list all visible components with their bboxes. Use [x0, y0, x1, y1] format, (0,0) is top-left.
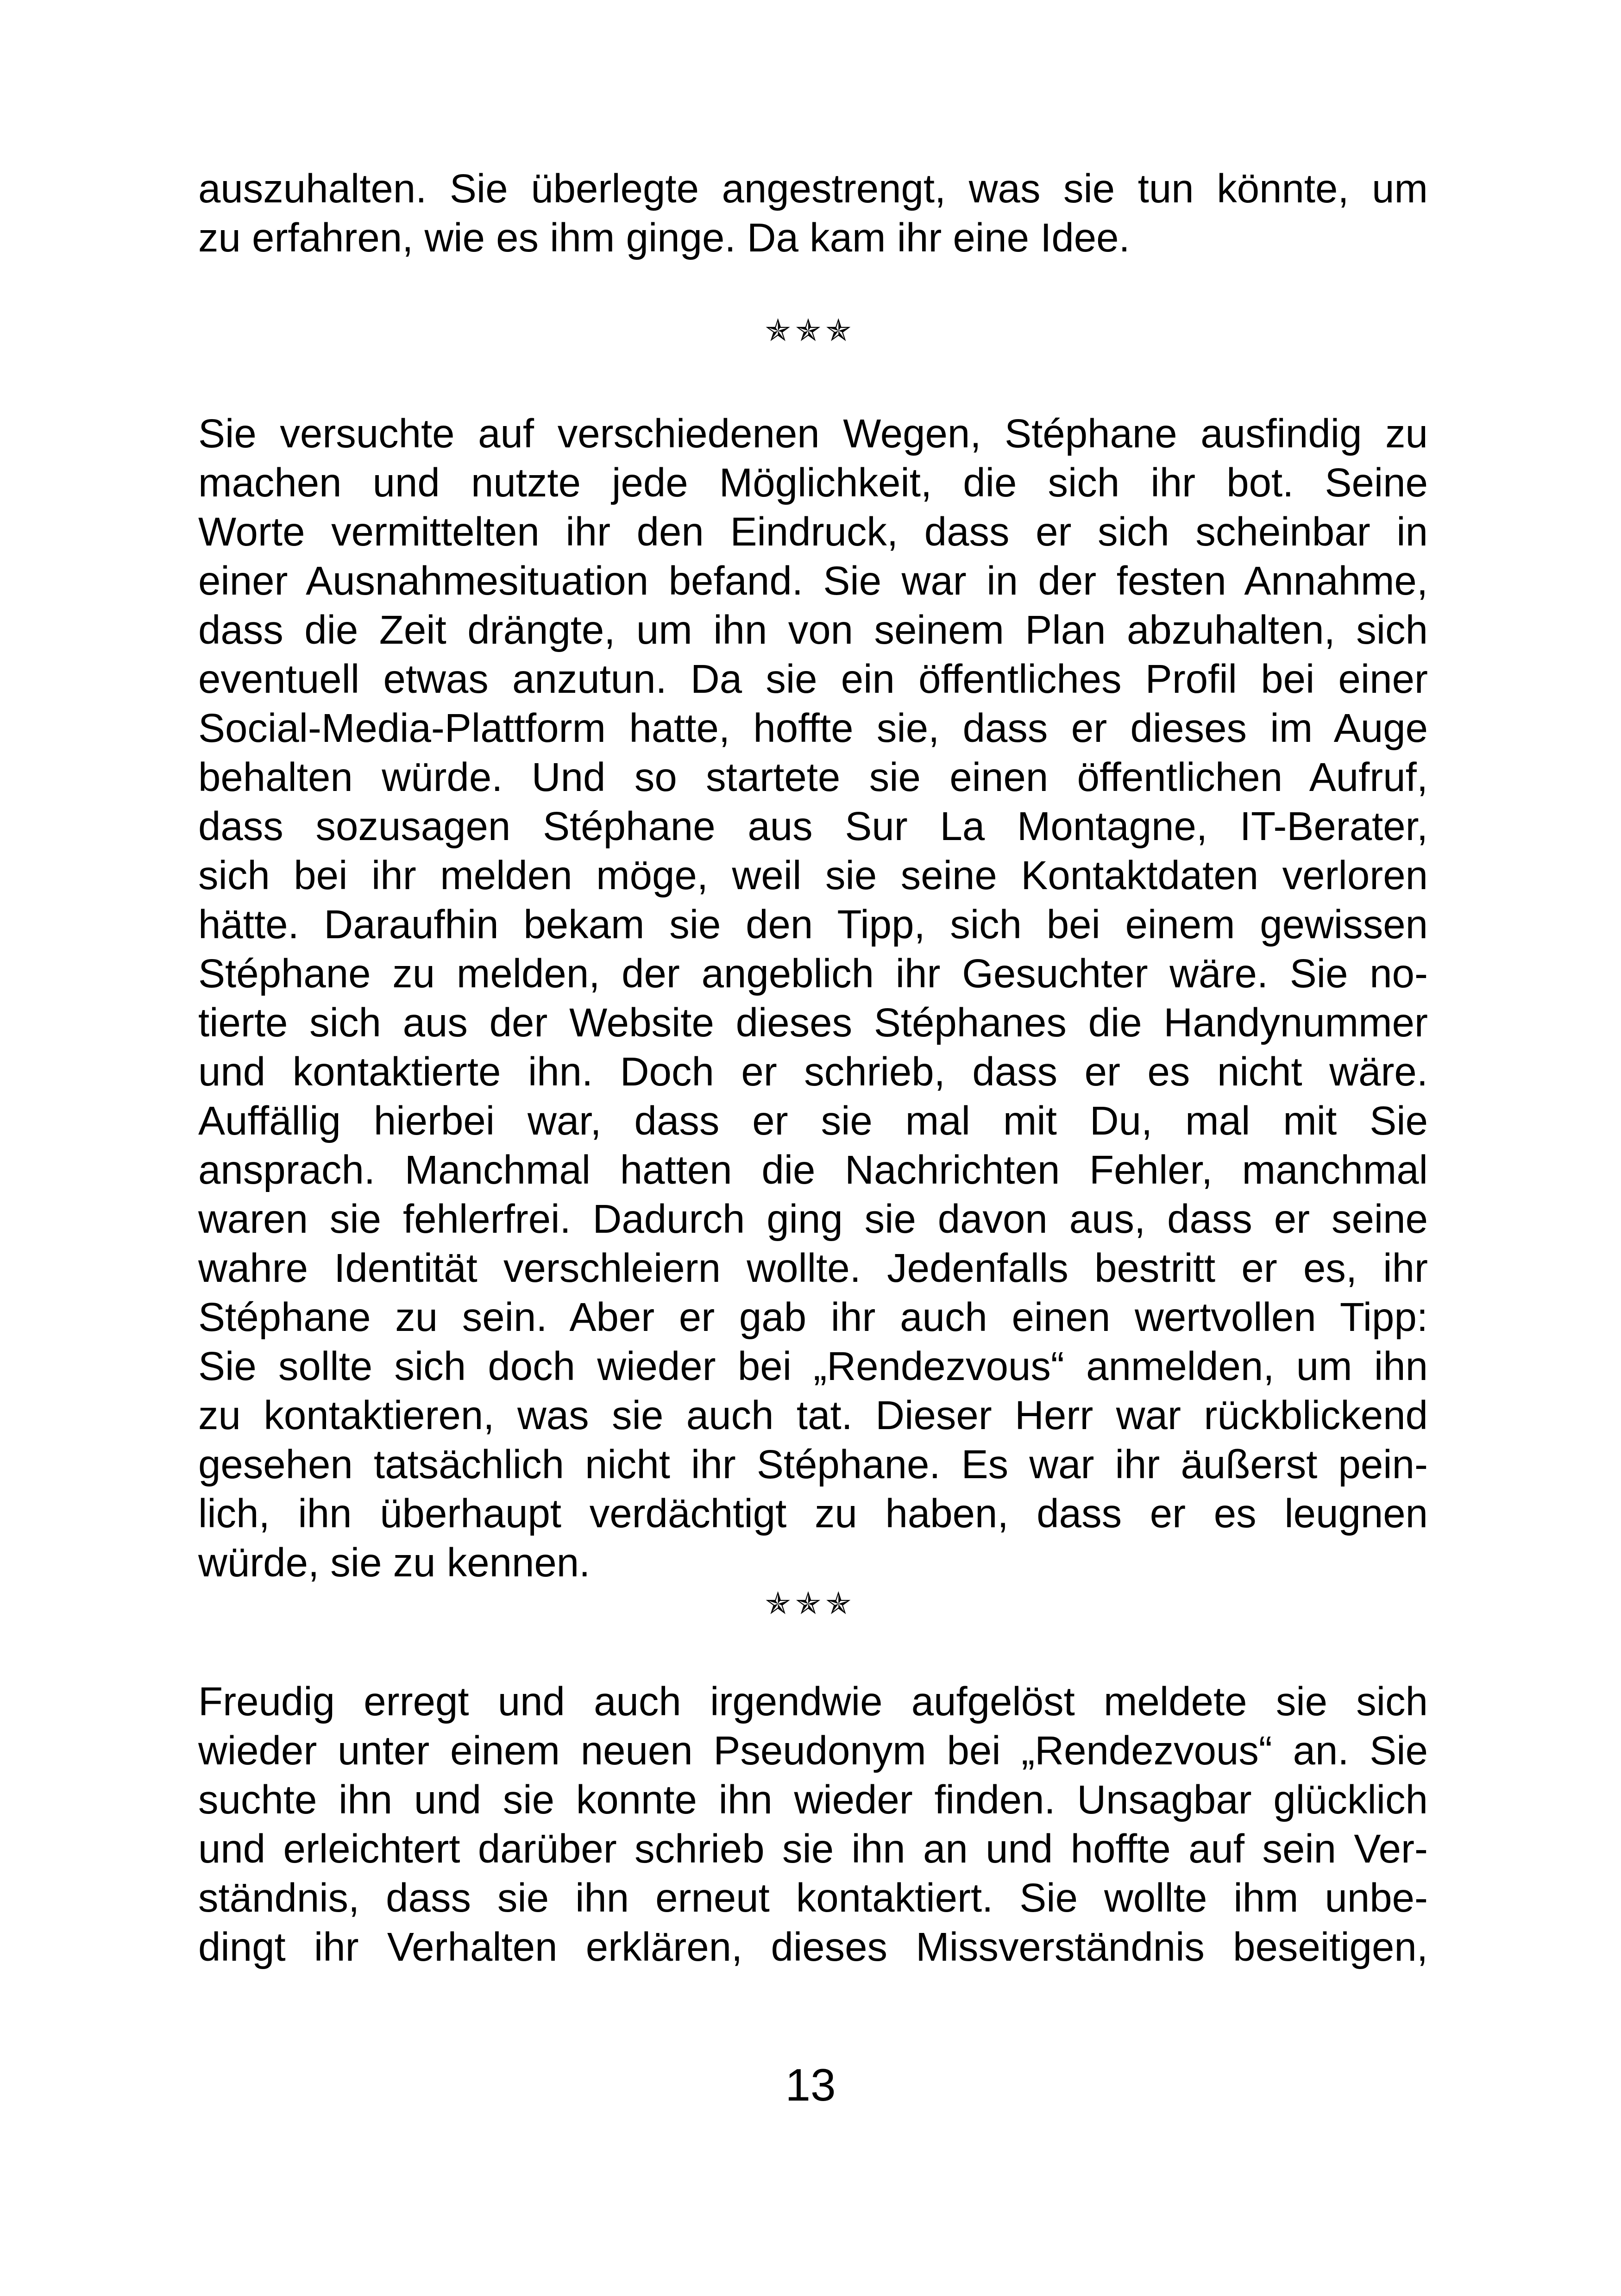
text-line: dingt ihr Verhalten erklären, dieses Missverständnis beseitigen,: [198, 1925, 1428, 1970]
text-line: dass die Zeit drängte, um ihn von seinem Plan abzuhalten, sich: [198, 608, 1428, 652]
text-line: wahre Identität verschleiern wollte. Jedenfalls bestritt er es, ihr: [198, 1246, 1428, 1291]
paragraph-rendezvous-return: [198, 1677, 1428, 1972]
text-line: zu kontaktieren, was sie auch tat. Dieser Herr war rückblickend: [198, 1393, 1428, 1438]
text-line: Auffällig hierbei war, dass er sie mal mit Du, mal mit Sie: [198, 1098, 1428, 1143]
text-line: Stéphane zu sein. Aber er gab ihr auch einen wertvollen Tipp:: [198, 1295, 1428, 1340]
text-line: ständnis, dass sie ihn erneut kontaktiert. Sie wollte ihm unbe-: [198, 1876, 1428, 1920]
section-separator-stars: ✯✯✯: [765, 1586, 856, 1620]
text-line: machen und nutzte jede Möglichkeit, die sich ihr bot. Seine: [198, 460, 1428, 505]
text-line: wieder unter einem neuen Pseudonym bei „Rendezvous“ an. Sie: [198, 1728, 1428, 1773]
text-line: und kontaktierte ihn. Doch er schrieb, dass er es nicht wäre.: [198, 1049, 1428, 1094]
text-line: Worte vermittelten ihr den Eindruck, dass er sich scheinbar in: [198, 509, 1428, 554]
paragraph-opening: [198, 164, 1428, 263]
text-line: einer Ausnahmesituation befand. Sie war in der festen Annahme,: [198, 558, 1428, 603]
text-line: dass sozusagen Stéphane aus Sur La Montagne, IT-Berater,: [198, 804, 1428, 849]
text-line: suchte ihn und sie konnte ihn wieder finden. Unsagbar glücklich: [198, 1777, 1428, 1822]
text-line: sich bei ihr melden möge, weil sie seine Kontaktdaten verloren: [198, 853, 1428, 898]
text-line: und erleichtert darüber schrieb sie ihn an und hoffte auf sein Ver-: [198, 1826, 1428, 1871]
text-line: Social-Media-Plattform hatte, hoffte sie, dass er dieses im Auge: [198, 706, 1428, 751]
text-line: behalten würde. Und so startete sie einen öffentlichen Aufruf,: [198, 755, 1428, 800]
text-line: tierte sich aus der Website dieses Stéphanes die Handynummer: [198, 1000, 1428, 1045]
paragraph-search-stephane: [198, 409, 1428, 1587]
text-line: auszuhalten. Sie überlegte angestrengt, was sie tun könnte, um: [198, 166, 1428, 211]
text-line: lich, ihn überhaupt verdächtigt zu haben, dass er es leugnen: [198, 1491, 1428, 1536]
text-line: Freudig erregt und auch irgendwie aufgelöst meldete sie sich: [198, 1679, 1428, 1724]
text-line: hätte. Daraufhin bekam sie den Tipp, sich bei einem gewissen: [198, 902, 1428, 947]
text-line: würde, sie zu kennen.: [198, 1540, 591, 1585]
section-separator-stars: ✯✯✯: [765, 313, 856, 347]
text-line: Sie versuchte auf verschiedenen Wegen, Stéphane ausfindig zu: [198, 411, 1428, 456]
page-number: 13: [785, 2059, 836, 2110]
text-line: Stéphane zu melden, der angeblich ihr Gesuchter wäre. Sie no-: [198, 951, 1428, 996]
text-line: zu erfahren, wie es ihm ginge. Da kam ihr eine Idee.: [198, 215, 1130, 260]
text-line: gesehen tatsächlich nicht ihr Stéphane. Es war ihr äußerst pein-: [198, 1442, 1428, 1487]
text-line: ansprach. Manchmal hatten die Nachrichten Fehler, manchmal: [198, 1148, 1428, 1192]
text-line: Sie sollte sich doch wieder bei „Rendezvous“ anmelden, um ihn: [198, 1344, 1428, 1389]
text-line: eventuell etwas anzutun. Da sie ein öffentliches Profil bei einer: [198, 657, 1428, 702]
text-line: waren sie fehlerfrei. Dadurch ging sie davon aus, dass er seine: [198, 1197, 1428, 1242]
